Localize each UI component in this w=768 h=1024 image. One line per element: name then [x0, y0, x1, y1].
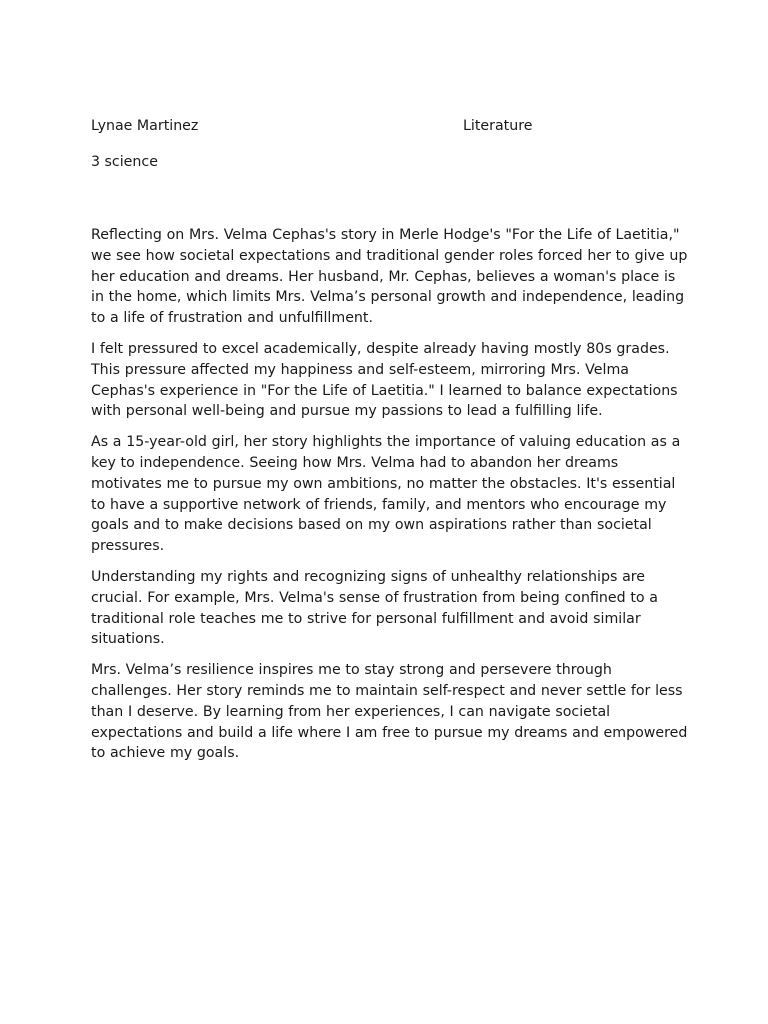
paragraph: Understanding my rights and recognizing signs of unhealthy relationships are crucial. For example, Mrs. Velma's sense of frustration from being confined to a traditional role teaches me to strive for personal fulfillment and avoid similar situations. — [91, 568, 658, 648]
subject-name: Literature — [463, 118, 533, 134]
paragraph: Reflecting on Mrs. Velma Cephas's story in Merle Hodge's "For the Life of Laetitia," we see how societal expectations and traditional gender roles forced her to give up her education and dreams. Her husband, Mr. Cephas, believes a woman's place is in the home, which limits Mrs. Velma’s personal growth and independence, leading to a life of frustration and unfulfillment. — [91, 227, 688, 327]
author-name: Lynae Martinez — [91, 118, 199, 134]
paragraph: Mrs. Velma’s resilience inspires me to stay strong and persevere through challenges. Her story reminds me to maintain self-respect and never settle for less than I deserve. By learning from her experiences, I can navigate societal expectations and build a life where I am free to pursue my dreams and empowered to achieve my goals. — [91, 662, 688, 762]
class-name: 3 science — [91, 154, 158, 170]
paragraph: As a 15-year-old girl, her story highlights the importance of valuing education as a key to independence. Seeing how Mrs. Velma had to abandon her dreams motivates me to pursue my own ambitions, no matter the obstacles. It's essential to have a supportive network of friends, family, and mentors who encourage my goals and to make decisions based on my own aspirations rather than societal pressures. — [91, 434, 681, 555]
essay-body — [91, 225, 691, 774]
paragraph: I felt pressured to excel academically, despite already having mostly 80s grades. This pressure affected my happiness and self-esteem, mirroring Mrs. Velma Cephas's experience in "For the Life of Laetitia." I learned to balance expectations with personal well-being and pursue my passions to lead a fulfilling life. — [91, 340, 678, 420]
